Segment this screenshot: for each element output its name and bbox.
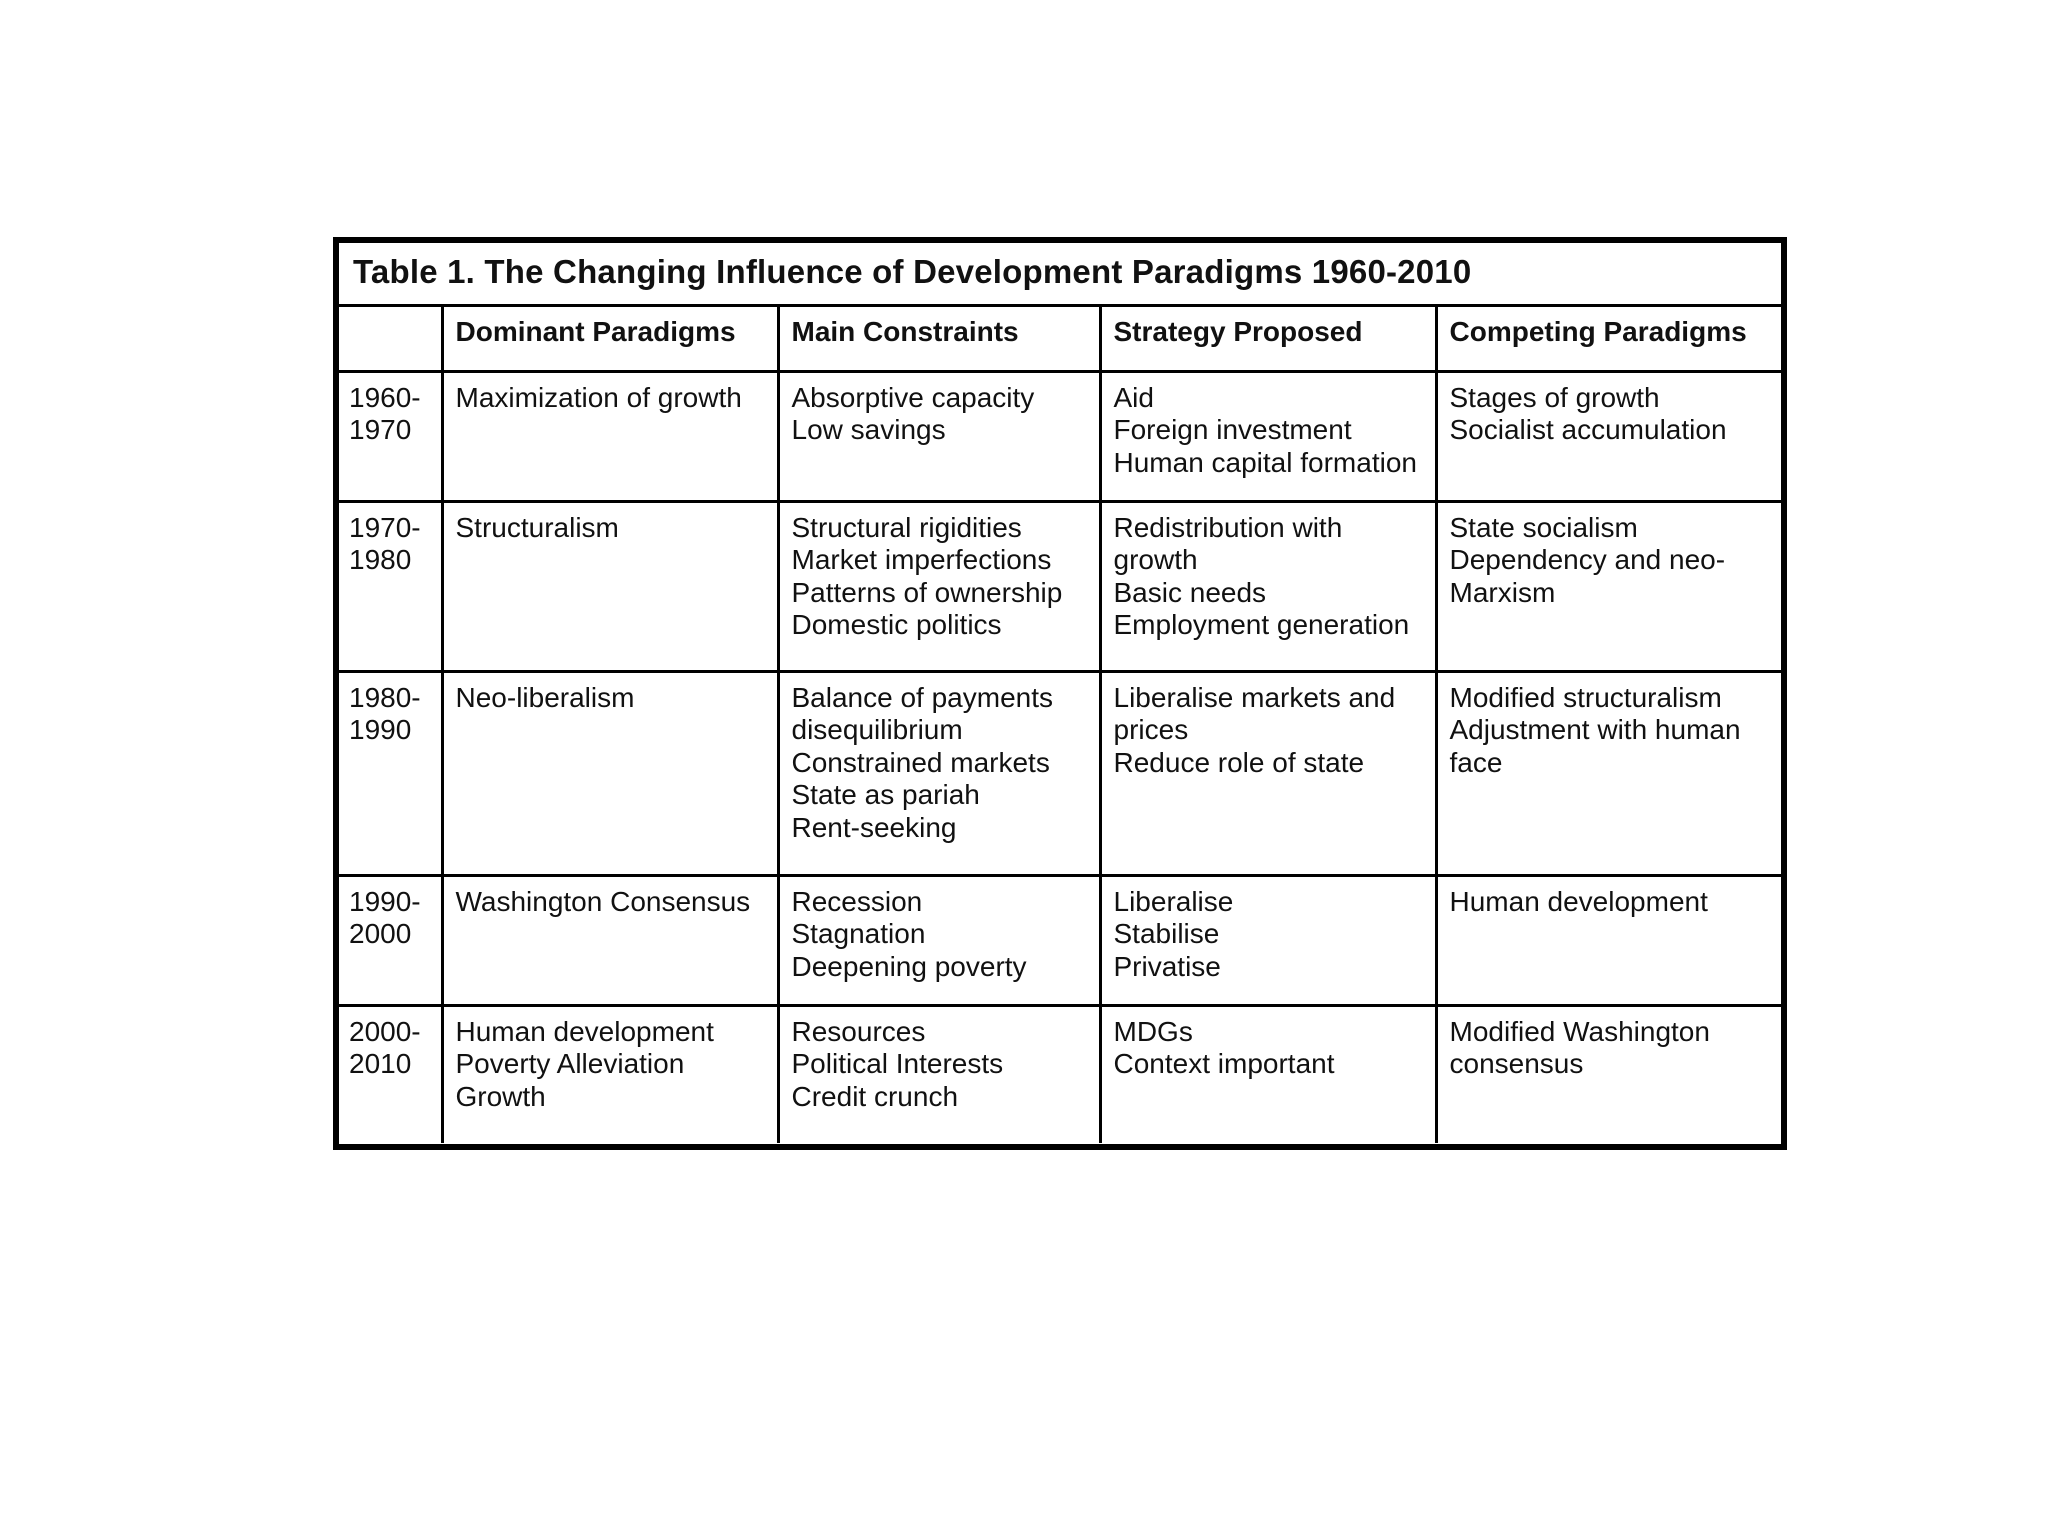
- period-cell: [339, 1005, 442, 1143]
- table-row: [339, 371, 1781, 501]
- period-cell: [339, 671, 442, 875]
- strategy-cell: [1100, 1005, 1436, 1143]
- cell-line: 2010: [349, 1048, 412, 1079]
- cell-line: Credit crunch: [791, 1080, 959, 1112]
- cell-line: Poverty Alleviation: [455, 1048, 685, 1079]
- cell-line: Liberalise: [1113, 885, 1234, 917]
- cell-line: Human development: [1449, 885, 1708, 917]
- constraints-cell: [778, 501, 1100, 671]
- cell-line: Stagnation: [791, 918, 926, 949]
- competing-cell: [1436, 371, 1781, 501]
- cell-line: Market imperfections: [791, 544, 1052, 575]
- cell-line: Domestic politics: [791, 609, 1002, 640]
- cell-line: Neo-liberalism: [455, 681, 635, 713]
- cell-line: Stabilise: [1113, 918, 1220, 949]
- header-period: [339, 307, 442, 371]
- paradigms-table: [333, 237, 1787, 1150]
- cell-line: 1980-: [349, 681, 421, 713]
- cell-line: Aid: [1113, 381, 1154, 413]
- cell-line: 1960-: [349, 381, 421, 413]
- cell-line: State as pariah: [791, 779, 980, 810]
- cell-line: Structuralism: [455, 511, 619, 543]
- cell-line: Marxism: [1449, 576, 1556, 608]
- header-main-constraints: Main Constraints: [778, 307, 1100, 371]
- table-title: Table 1. The Changing Influence of Development Paradigms 1960-2010: [339, 243, 1781, 307]
- cell-line: State socialism: [1449, 511, 1638, 543]
- competing-cell: [1436, 875, 1781, 1005]
- period-cell: [339, 501, 442, 671]
- cell-line: MDGs: [1113, 1015, 1193, 1047]
- cell-line: 1990-: [349, 885, 421, 917]
- cell-line: 1970: [349, 414, 412, 445]
- cell-line: Human development: [455, 1015, 714, 1047]
- cell-line: 2000-: [349, 1015, 421, 1047]
- cell-line: disequilibrium: [791, 714, 963, 745]
- cell-line: Rent-seeking: [791, 811, 957, 843]
- cell-line: Resources: [791, 1015, 926, 1047]
- strategy-cell: [1100, 875, 1436, 1005]
- cell-line: Absorptive capacity: [791, 381, 1035, 413]
- cell-line: consensus: [1449, 1048, 1584, 1079]
- cell-line: Balance of payments: [791, 681, 1053, 713]
- cell-line: Stages of growth: [1449, 381, 1660, 413]
- cell-line: Recession: [791, 885, 923, 917]
- cell-line: Foreign investment: [1113, 414, 1352, 445]
- table-row: [339, 1005, 1781, 1143]
- cell-line: Modified Washington: [1449, 1015, 1710, 1047]
- constraints-cell: [778, 875, 1100, 1005]
- cell-line: Maximization of growth: [455, 381, 742, 413]
- cell-line: Socialist accumulation: [1449, 414, 1727, 445]
- cell-line: Reduce role of state: [1113, 746, 1365, 778]
- constraints-cell: [778, 1005, 1100, 1143]
- constraints-cell: [778, 671, 1100, 875]
- header-row: [339, 307, 1781, 371]
- cell-line: Employment generation: [1113, 609, 1410, 640]
- dominant-cell: [442, 671, 778, 875]
- cell-line: Washington Consensus: [455, 885, 751, 917]
- cell-line: Human capital formation: [1113, 446, 1417, 478]
- competing-cell: [1436, 1005, 1781, 1143]
- header-dominant-paradigms: Dominant Paradigms: [442, 307, 778, 371]
- cell-line: Structural rigidities: [791, 511, 1022, 543]
- constraints-cell: [778, 371, 1100, 501]
- cell-line: prices: [1113, 714, 1189, 745]
- cell-line: Dependency and neo-: [1449, 544, 1726, 575]
- dominant-cell: [442, 501, 778, 671]
- competing-cell: [1436, 501, 1781, 671]
- table-row: [339, 875, 1781, 1005]
- header-strategy-proposed: Strategy Proposed: [1100, 307, 1436, 371]
- cell-line: Deepening poverty: [791, 950, 1027, 982]
- header-competing-paradigms: Competing Paradigms: [1436, 307, 1781, 371]
- cell-line: 2000: [349, 918, 412, 949]
- cell-line: Context important: [1113, 1048, 1335, 1079]
- cell-line: 1990: [349, 714, 412, 745]
- period-cell: [339, 371, 442, 501]
- cell-line: Liberalise markets and: [1113, 681, 1396, 713]
- table-row: [339, 501, 1781, 671]
- cell-line: 1980: [349, 544, 412, 575]
- dominant-cell: [442, 875, 778, 1005]
- cell-line: face: [1449, 746, 1503, 778]
- cell-line: Adjustment with human: [1449, 714, 1741, 745]
- cell-line: Patterns of ownership: [791, 576, 1063, 608]
- cell-line: 1970-: [349, 511, 421, 543]
- cell-line: Redistribution with: [1113, 511, 1343, 543]
- paradigms-grid: [339, 307, 1781, 1143]
- dominant-cell: [442, 1005, 778, 1143]
- period-cell: [339, 875, 442, 1005]
- cell-line: Modified structuralism: [1449, 681, 1722, 713]
- cell-line: Growth: [455, 1080, 546, 1112]
- dominant-cell: [442, 371, 778, 501]
- cell-line: Political Interests: [791, 1048, 1004, 1079]
- cell-line: Basic needs: [1113, 576, 1267, 608]
- strategy-cell: [1100, 671, 1436, 875]
- cell-line: Low savings: [791, 414, 946, 445]
- cell-line: Privatise: [1113, 950, 1221, 982]
- strategy-cell: [1100, 371, 1436, 501]
- strategy-cell: [1100, 501, 1436, 671]
- competing-cell: [1436, 671, 1781, 875]
- table-row: [339, 671, 1781, 875]
- cell-line: growth: [1113, 544, 1198, 575]
- cell-line: Constrained markets: [791, 746, 1050, 778]
